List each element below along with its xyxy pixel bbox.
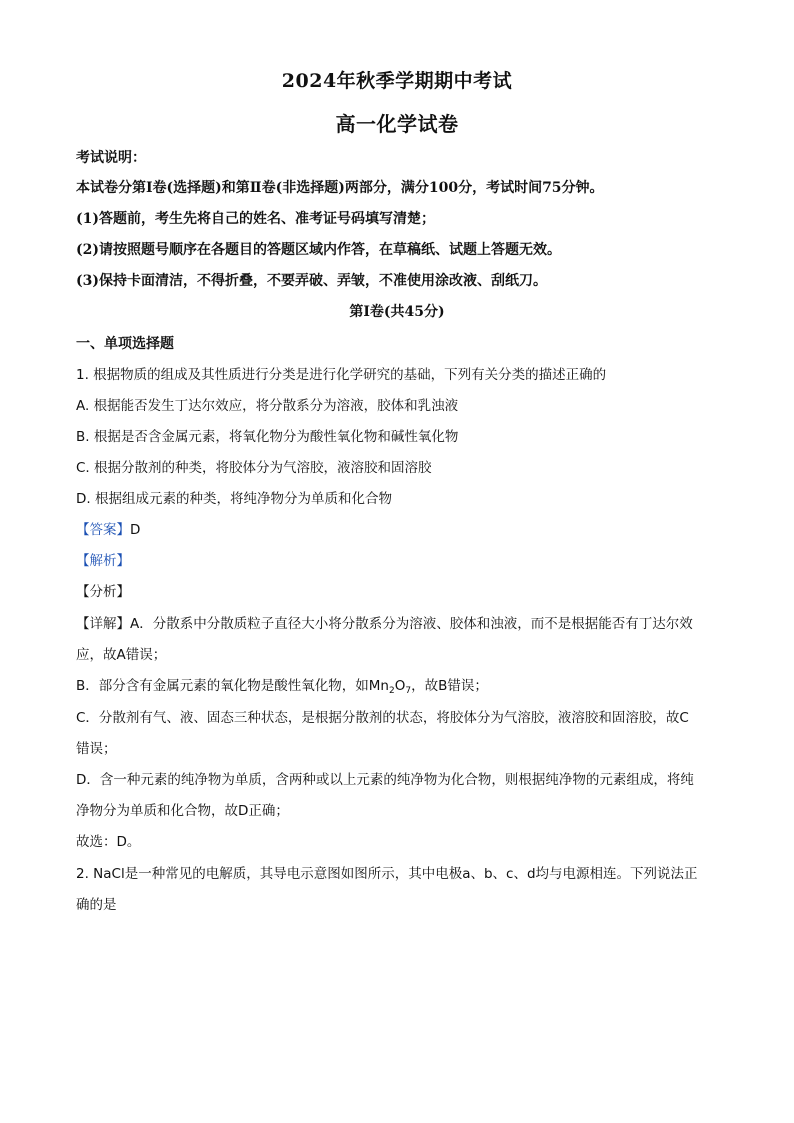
section-title: 第Ⅰ卷(共45分) — [349, 304, 445, 320]
detail-b-sub-2: 7 — [405, 686, 412, 696]
fenxi-tag: 【分析】 — [76, 584, 130, 600]
detail-a-text: A．分散系中分散质粒子直径大小将分散系分为溶液、胶体和浊液，而不是根据能否有丁达尔效 — [130, 616, 693, 632]
question-1-stem: 1. 根据物质的组成及其性质进行分类是进行化学研究的基础，下列有关分类的描述正确的 — [76, 367, 607, 383]
instructions-heading: 考试说明： — [76, 150, 146, 166]
instructions-line-3: (2)请按照题号顺序在各题目的答题区域内作答，在草稿纸、试题上答题无效。 — [76, 242, 561, 258]
answer-line — [76, 520, 726, 540]
detail-tag: 【详解】 — [76, 616, 130, 632]
question-2-stem-line-2: 确的是 — [76, 897, 117, 913]
question-2-stem-line-1: 2. NaCl是一种常见的电解质，其导电示意图如图所示，其中电极a、b、c、d均与电源相连。下列说法正 — [76, 866, 698, 882]
detail-b-mid: O — [394, 678, 406, 694]
question-1-option-d: D. 根据组成元素的种类，将纯净物分为单质和化合物 — [76, 491, 392, 507]
detail-b-sub-1: 2 — [388, 686, 395, 696]
question-1-option-c: C. 根据分散剂的种类，将胶体分为气溶胶，液溶胶和固溶胶 — [76, 460, 432, 476]
question-1-option-b: B. 根据是否含金属元素，将氧化物分为酸性氧化物和碱性氧化物 — [76, 429, 459, 445]
question-1-option-a: A. 根据能否发生丁达尔效应，将分散系分为溶液，胶体和乳浊液 — [76, 398, 459, 414]
exam-title: 2024年秋季学期期中考试 — [281, 70, 513, 92]
detail-c-line-2: 错误； — [76, 741, 117, 757]
detail-b-pre: B．部分含有金属元素的氧化物是酸性氧化物，如Mn — [76, 678, 389, 694]
detail-a-line-1 — [76, 614, 726, 634]
answer-tag: 【答案】 — [76, 522, 130, 538]
detail-b-post: ，故B错误； — [411, 678, 488, 694]
instructions-line-1: 本试卷分第Ⅰ卷(选择题)和第Ⅱ卷(非选择题)两部分，满分100分，考试时间75分钟。 — [76, 180, 604, 196]
part-heading: 一、单项选择题 — [76, 336, 174, 352]
detail-d-line-2: 净物分为单质和化合物，故D正确； — [76, 803, 289, 819]
exam-subtitle: 高一化学试卷 — [335, 112, 459, 136]
detail-b-line — [76, 676, 726, 696]
instructions-line-2: (1)答题前，考生先将自己的姓名、准考证号码填写清楚； — [76, 211, 435, 227]
instructions-line-4: (3)保持卡面清洁，不得折叠，不要弄破、弄皱，不准使用涂改液、刮纸刀。 — [76, 273, 547, 289]
detail-c-line-1: C．分散剂有气、液、固态三种状态，是根据分散剂的状态，将胶体分为气溶胶，液溶胶和固溶胶，故C — [76, 710, 689, 726]
detail-a-line-2: 应，故A错误； — [76, 647, 167, 663]
analysis-tag: 【解析】 — [76, 553, 130, 569]
detail-d-line-1: D．含一种元素的纯净物为单质，含两种或以上元素的纯净物为化合物，则根据纯净物的元素组成，将纯 — [76, 772, 694, 788]
answer-value: D — [130, 522, 141, 538]
conclusion-line: 故选：D。 — [76, 834, 141, 850]
